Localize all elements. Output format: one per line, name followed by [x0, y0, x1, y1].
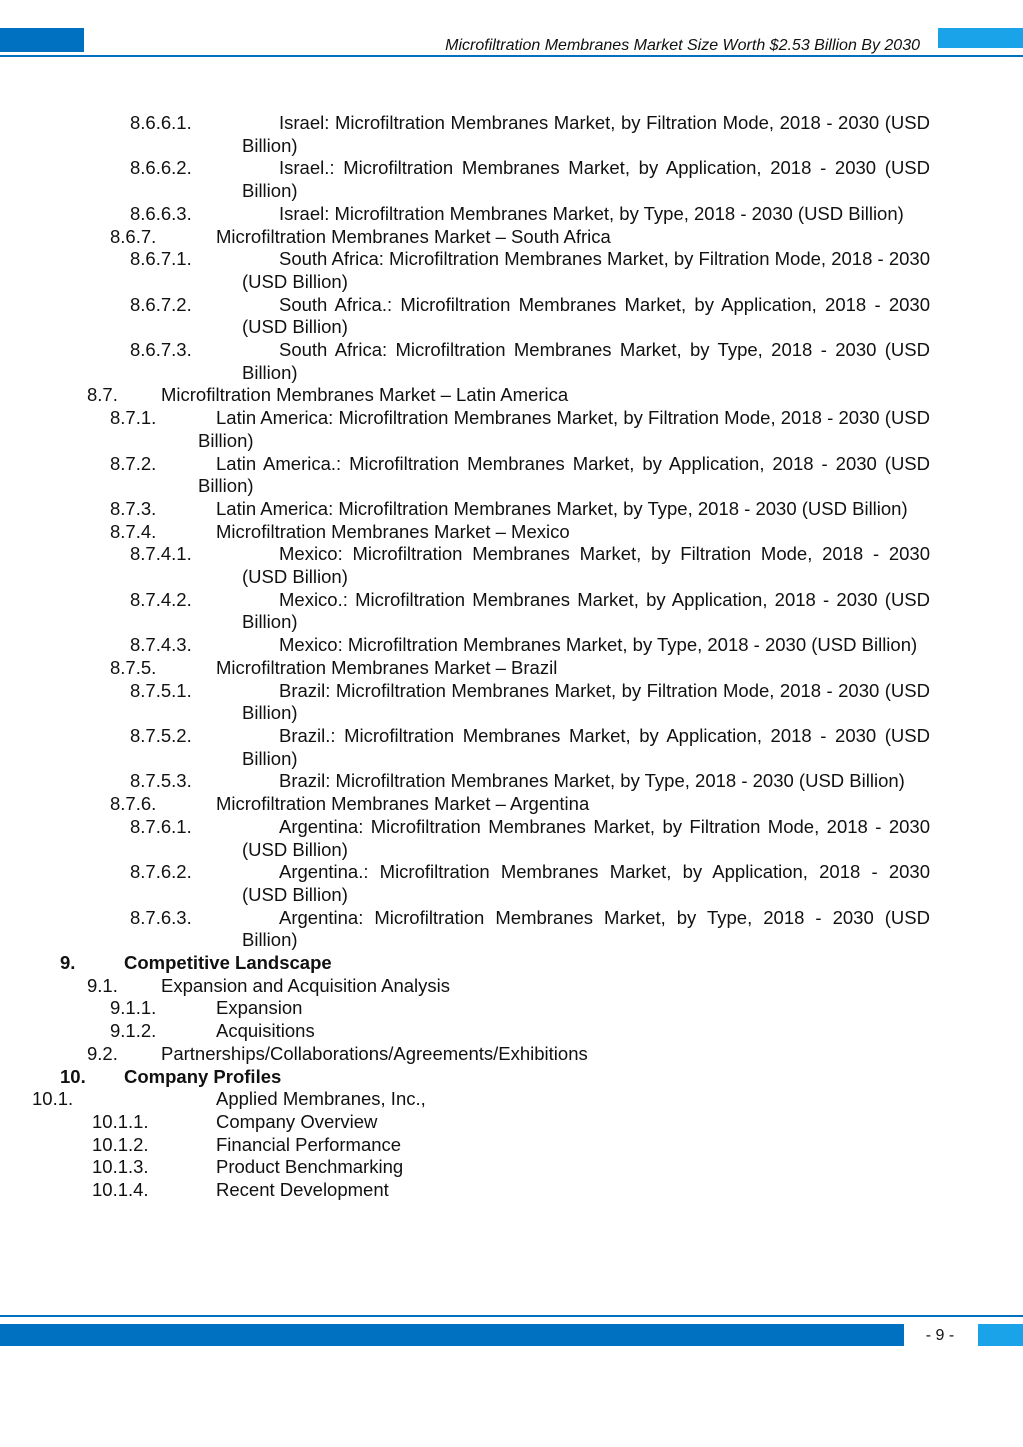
toc-entry-number: 8.6.7.: [110, 225, 157, 247]
header-rule: [0, 55, 1023, 57]
toc-entry-number: 8.6.7.1.: [130, 248, 192, 270]
toc-entry: [0, 498, 930, 521]
toc-entry-text: Company Profiles: [124, 1065, 282, 1087]
toc-entry-text: Argentina.: Microfiltration Membranes Market, by Application, 2018 - 2030 (USD Billion): [242, 861, 930, 905]
table-of-contents: [0, 112, 1023, 1202]
toc-entry-number: 8.6.7.3.: [130, 339, 192, 361]
toc-entry-text: Argentina: Microfiltration Membranes Market, by Type, 2018 - 2030 (USD Billion): [242, 906, 930, 951]
toc-entry: [0, 680, 930, 725]
toc-entry: [0, 1156, 930, 1179]
toc-entry: [0, 770, 930, 793]
toc-entry-text: Latin America: Microfiltration Membranes Market, by Type, 2018 - 2030 (USD Billion): [216, 497, 908, 519]
toc-entry: [0, 975, 930, 998]
toc-entry: [0, 203, 930, 226]
toc-entry-text: South Africa.: Microfiltration Membranes Market, by Application, 2018 - 2030 (USD Billion): [242, 293, 930, 338]
toc-entry: [0, 453, 930, 498]
toc-entry: [0, 861, 930, 906]
toc-entry-number: 8.7.6.1.: [130, 815, 192, 837]
toc-entry-text: Recent Development: [216, 1179, 389, 1201]
toc-entry-text: Israel: Microfiltration Membranes Market, by Filtration Mode, 2018 - 2030 (USD Billion): [242, 112, 930, 156]
toc-entry-text: Financial Performance: [216, 1133, 402, 1155]
toc-entry-text: Argentina: Microfiltration Membranes Market, by Filtration Mode, 2018 - 2030 (USD Billion): [242, 815, 930, 860]
toc-entry-number: 9.1.: [87, 974, 118, 996]
toc-entry: [0, 793, 930, 816]
toc-entry-number: 8.7.4.1.: [130, 543, 192, 565]
toc-entry-number: 8.7.5.3.: [130, 770, 192, 792]
toc-entry-text: Mexico: Microfiltration Membranes Market, by Filtration Mode, 2018 - 2030 (USD Billion): [242, 543, 930, 588]
toc-entry-number: 9.1.2.: [110, 1020, 157, 1042]
toc-entry: [0, 1043, 930, 1066]
toc-entry-number: 8.7.5.1.: [130, 679, 192, 701]
toc-entry-text: South Africa: Microfiltration Membranes Market, by Type, 2018 - 2030 (USD Billion): [242, 339, 930, 383]
toc-entry-number: 8.6.6.2.: [130, 157, 192, 179]
toc-entry-text: South Africa: Microfiltration Membranes Market, by Filtration Mode, 2018 - 2030 (USD Billion): [242, 248, 930, 292]
toc-entry-text: Expansion: [216, 997, 303, 1019]
toc-entry-text: Brazil.: Microfiltration Membranes Market, by Application, 2018 - 2030 (USD Billion): [242, 724, 930, 769]
page-number: - 9 -: [925, 1327, 955, 1344]
toc-entry: [0, 543, 930, 588]
toc-entry-number: 8.7.: [87, 384, 118, 406]
header-accent-left: [0, 28, 84, 52]
toc-entry-text: Microfiltration Membranes Market – Argentina: [216, 793, 590, 815]
toc-entry-number: 8.7.5.2.: [130, 724, 192, 746]
toc-entry: [0, 339, 930, 384]
toc-entry-text: Expansion and Acquisition Analysis: [161, 974, 450, 996]
toc-entry-text: Latin America: Microfiltration Membranes Market, by Filtration Mode, 2018 - 2030 (USD Billion): [198, 407, 930, 451]
toc-entry-text: Microfiltration Membranes Market – Latin America: [161, 384, 569, 406]
toc-entry: [0, 521, 930, 544]
toc-entry-number: 8.7.2.: [110, 452, 157, 474]
toc-entry: [0, 248, 930, 293]
toc-entry-text: Brazil: Microfiltration Membranes Market, by Type, 2018 - 2030 (USD Billion): [279, 770, 905, 792]
toc-entry-number: 8.7.4.2.: [130, 588, 192, 610]
footer-bar: [0, 1324, 904, 1346]
header-accent-right: [938, 28, 1023, 48]
toc-entry-text: Israel: Microfiltration Membranes Market, by Type, 2018 - 2030 (USD Billion): [279, 202, 904, 224]
footer-rule: [0, 1315, 1023, 1317]
toc-entry: [0, 1134, 930, 1157]
toc-entry: [0, 226, 930, 249]
toc-entry-number: 8.7.6.2.: [130, 861, 192, 883]
toc-entry-number: 10.: [60, 1065, 86, 1087]
toc-entry: [0, 657, 930, 680]
toc-entry-number: 8.7.1.: [110, 407, 157, 429]
toc-entry-text: Company Overview: [216, 1110, 378, 1132]
toc-entry-text: Applied Membranes, Inc.,: [216, 1088, 426, 1110]
toc-entry-text: Mexico.: Microfiltration Membranes Market, by Application, 2018 - 2030 (USD Billion): [242, 588, 930, 633]
toc-entry-number: 9.: [60, 952, 76, 974]
toc-entry-number: 8.6.6.3.: [130, 202, 192, 224]
toc-entry-text: Microfiltration Membranes Market – South Africa: [216, 225, 611, 247]
toc-entry: [0, 725, 930, 770]
toc-entry: [0, 907, 930, 952]
toc-entry-text: Israel.: Microfiltration Membranes Market, by Application, 2018 - 2030 (USD Billion): [242, 157, 930, 202]
toc-entry: [0, 157, 930, 202]
toc-entry-text: Microfiltration Membranes Market – Mexico: [216, 520, 570, 542]
toc-entry: [0, 1088, 930, 1111]
toc-entry: [0, 1179, 930, 1202]
toc-entry-text: Acquisitions: [216, 1020, 315, 1042]
toc-entry: [0, 384, 930, 407]
toc-entry-number: 8.6.6.1.: [130, 112, 192, 133]
toc-entry: [0, 816, 930, 861]
toc-entry-number: 10.1.4.: [92, 1179, 149, 1201]
toc-entry: [0, 407, 930, 452]
toc-entry-number: 10.1.1.: [92, 1110, 149, 1132]
toc-entry-number: 10.1.3.: [92, 1156, 149, 1178]
toc-entry-number: 8.7.6.: [110, 793, 157, 815]
toc-entry: [0, 1111, 930, 1134]
toc-entry-text: Mexico: Microfiltration Membranes Market, by Type, 2018 - 2030 (USD Billion): [279, 634, 918, 656]
toc-entry-text: Competitive Landscape: [124, 952, 332, 974]
toc-entry-number: 8.7.4.: [110, 520, 157, 542]
toc-entry-text: Partnerships/Collaborations/Agreements/Exhibitions: [161, 1042, 588, 1064]
toc-entry-number: 8.7.3.: [110, 497, 157, 519]
toc-entry-number: 9.2.: [87, 1042, 118, 1064]
toc-entry: [0, 1020, 930, 1043]
toc-entry-number: 10.1.2.: [92, 1133, 149, 1155]
toc-entry-text: Microfiltration Membranes Market – Brazil: [216, 656, 558, 678]
toc-entry-number: 10.1.: [32, 1088, 74, 1110]
toc-entry-text: Latin America.: Microfiltration Membranes Market, by Application, 2018 - 2030 (USD Billion): [198, 452, 930, 497]
footer-accent-right: [978, 1324, 1023, 1346]
toc-entry: [0, 634, 930, 657]
toc-entry: [0, 294, 930, 339]
toc-entry: [0, 997, 930, 1020]
toc-entry: [0, 112, 930, 157]
toc-entry-text: Brazil: Microfiltration Membranes Market, by Filtration Mode, 2018 - 2030 (USD Billion): [242, 679, 930, 724]
toc-entry-number: 9.1.1.: [110, 997, 157, 1019]
toc-entry-number: 8.7.4.3.: [130, 634, 192, 656]
toc-entry-number: 8.6.7.2.: [130, 293, 192, 315]
toc-entry-text: Product Benchmarking: [216, 1156, 404, 1178]
toc-entry-number: 8.7.5.: [110, 656, 157, 678]
toc-entry: [0, 1066, 930, 1089]
header-title: Microfiltration Membranes Market Size Worth $2.53 Billion By 2030: [445, 37, 920, 54]
toc-entry-number: 8.7.6.3.: [130, 906, 192, 928]
toc-entry: [0, 952, 930, 975]
toc-entry: [0, 589, 930, 634]
